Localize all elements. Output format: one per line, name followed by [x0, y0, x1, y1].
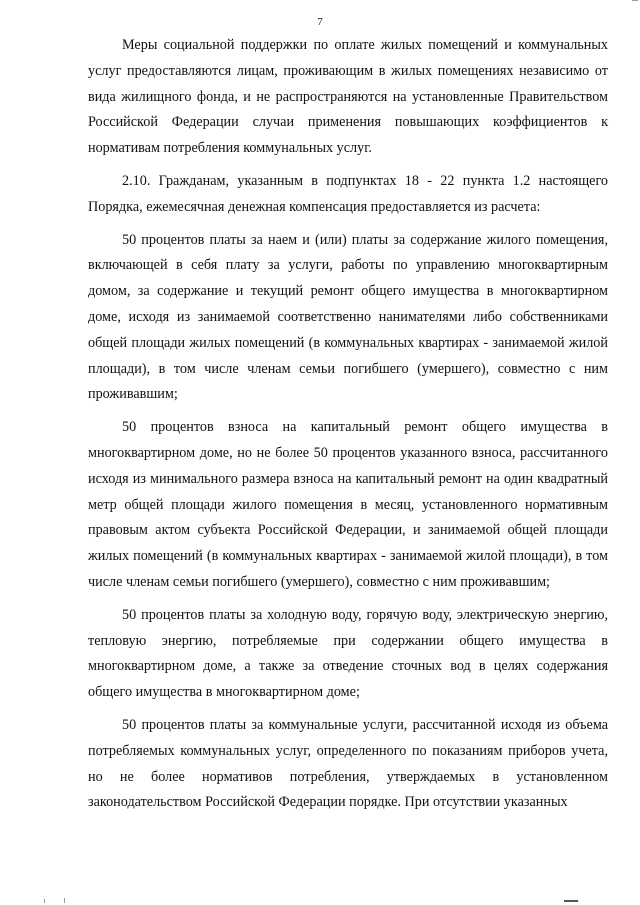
paragraph-metered-utilities: 50 процентов платы за коммунальные услуги, рассчитанной исходя из объема потребляемых коммунальных услуг, определенного по показаниям приборов учета, но не более нормативов потребления, утверждаемых в установленном законодательством Российской Федерации порядке. При отсутствии указанных — [88, 716, 608, 811]
scan-artifact — [632, 0, 638, 1]
paragraph-2-10-intro: 2.10. Гражданам, указанным в подпунктах 18 - 22 пункта 1.2 настоящего Порядка, ежемесячная денежная компенсация предоставляется из расчета: — [88, 172, 608, 215]
document-body — [88, 33, 608, 816]
paragraph-social-support-terms: Меры социальной поддержки по оплате жилых помещений и коммунальных услуг предоставляются лицам, проживающим в жилых помещениях независимо от вида жилищного фонда, и не распространяются на установленные Правительством Российской Федерации случаи применения повышающих коэффициентов к нормативам потребления коммунальных услуг. — [88, 37, 608, 157]
page-number: 7 — [317, 16, 323, 28]
scan-artifact — [44, 899, 45, 903]
paragraph-capital-repair: 50 процентов взноса на капитальный ремонт общего имущества в многоквартирном доме, но не более 50 процентов указанного взноса, рассчитанного исходя из минимального размера взноса на капитальный ремонт на один квадратный метр общей площади жилого помещения в месяц, установленного нормативным правовым актом субъекта Российской Федерации, и занимаемой общей площади жилых помещений (в коммунальных квартирах - занимаемой жилой площади), в том числе членам семьи погибшего (умершего), совместно с ним проживавшим; — [88, 419, 608, 590]
paragraph-rent-maintenance: 50 процентов платы за наем и (или) платы за содержание жилого помещения, включающей в себя плату за услуги, работы по управлению многоквартирным домом, за содержание и текущий ремонт общего имущества в многоквартирном доме, исходя из занимаемой соответственно нанимателями либо собственниками общей площади жилых помещений (в коммунальных квартирах - занимаемой жилой площади), в том числе членам семьи погибшего (умершего), совместно с ним проживавшим; — [88, 231, 608, 403]
scan-artifact — [64, 898, 65, 903]
paragraph-common-property-utilities: 50 процентов платы за холодную воду, горячую воду, электрическую энергию, тепловую энергию, потребляемые при содержании общего имущества в многоквартирном доме, а также за отведение сточных вод в целях содержания общего имущества в многоквартирном доме; — [88, 606, 608, 701]
scan-artifact — [564, 900, 578, 902]
